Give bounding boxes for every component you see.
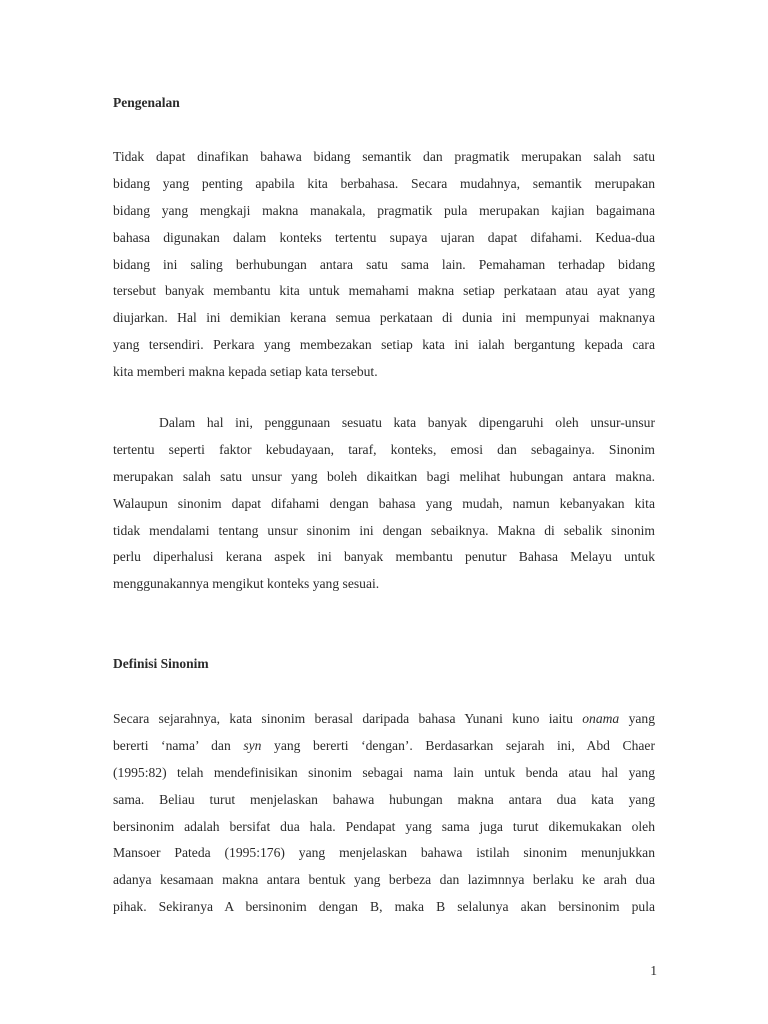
page-number: 1 (650, 963, 657, 978)
text-line: bahasa digunakan dalam konteks tertentu supaya ujaran dapat difahami. Kedua-dua (113, 229, 655, 245)
text-line: bidang ini saling berhubungan antara satu sama lain. Pemahaman terhadap bidang (113, 256, 655, 272)
section-heading-definisi-sinonim: Definisi Sinonim (113, 656, 209, 671)
text-run: yang bererti ‘dengan’. Berdasarkan sejarah ini, Abd Chaer (261, 737, 655, 753)
text-line: Walaupun sinonim dapat difahami dengan bahasa yang mudah, namun kebanyakan kita (113, 495, 655, 511)
text-line: bidang yang penting apabila kita berbahasa. Secara mudahnya, semantik merupakan (113, 175, 655, 191)
text-line: tertentu seperti faktor kebudayaan, taraf, konteks, emosi dan sebagainya. Sinonim (113, 441, 655, 457)
text-line: bersinonim adalah bersifat dua hala. Pendapat yang sama juga turut dikemukakan oleh (113, 818, 655, 834)
text-run: Secara sejarahnya, kata sinonim berasal daripada bahasa Yunani kuno iaitu (113, 711, 583, 726)
italic-term-syn: syn (243, 737, 262, 753)
text-line: diujarkan. Hal ini demikian kerana semua perkataan di dunia ini mempunyai maknanya (113, 310, 655, 326)
text-line: bidang yang mengkaji makna manakala, pragmatik pula merupakan kajian bagaimana (113, 202, 655, 218)
text-line: merupakan salah satu unsur yang boleh dikaitkan bagi melihat hubungan antara makna. (113, 468, 655, 484)
text-line: yang tersendiri. Perkara yang membezakan setiap kata ini ialah bergantung kepada cara (113, 337, 655, 353)
text-line (113, 733, 655, 760)
text-line: Tidak dapat dinafikan bahawa bidang semantik dan pragmatik merupakan salah satu (113, 149, 655, 164)
italic-term-onama: onama (582, 711, 620, 726)
text-line: adanya kesamaan makna antara bentuk yang berbeza dan lazimnnya berlaku ke arah dua (113, 872, 655, 888)
text-line: menggunakannya mengikut konteks yang sesuai. (113, 576, 380, 592)
text-run: bererti ‘nama’ dan (113, 737, 244, 753)
text-line: (1995:82) telah mendefinisikan sinonim sebagai nama lain untuk benda atau hal yang (113, 764, 655, 780)
text-line (113, 706, 655, 733)
text-line: sama. Beliau turut menjelaskan bahawa hubungan makna antara dua kata yang (113, 791, 655, 807)
text-line: kita memberi makna kepada setiap kata tersebut. (113, 364, 378, 380)
text-line: tidak mendalami tentang unsur sinonim ini dengan sebaiknya. Makna di sebalik sinonim (113, 522, 655, 538)
text-line: Dalam hal ini, penggunaan sesuatu kata banyak dipengaruhi oleh unsur-unsur (159, 415, 655, 430)
paragraph-sinonim-context (113, 410, 655, 598)
paragraph-definition (113, 706, 655, 921)
section-heading-pengenalan: Pengenalan (113, 95, 180, 110)
text-line: Mansoer Pateda (1995:176) yang menjelaskan bahawa istilah sinonim menunjukkan (113, 845, 655, 861)
text-line: tersebut banyak membantu kita untuk memahami makna setiap perkataan atau ayat yang (113, 283, 655, 299)
text-run: yang (619, 711, 655, 726)
text-line: pihak. Sekiranya A bersinonim dengan B, maka B selalunya akan bersinonim pula (113, 899, 655, 915)
text-line: perlu diperhalusi kerana aspek ini banyak membantu penutur Bahasa Melayu untuk (113, 549, 655, 565)
paragraph-introduction (113, 144, 655, 386)
